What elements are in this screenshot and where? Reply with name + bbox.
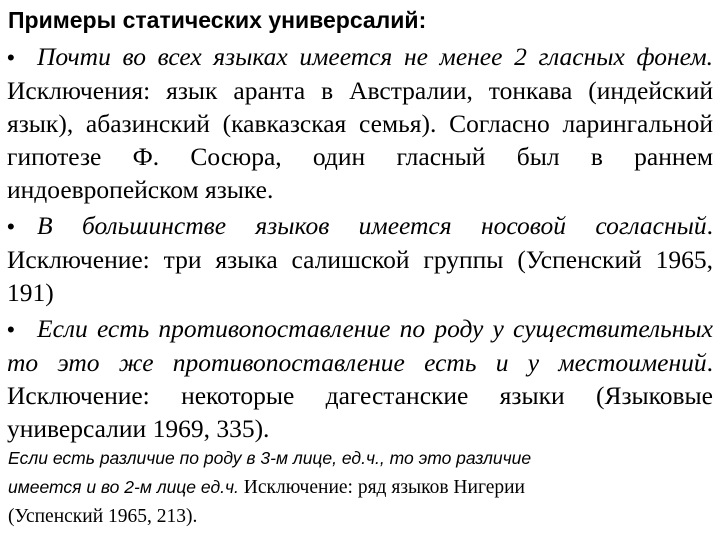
universal-item-2 — [7, 209, 713, 309]
bullet-icon: • — [7, 214, 15, 239]
bullet-icon: • — [7, 45, 15, 70]
universal-item-3 — [7, 312, 713, 445]
additional-universal-line-2 — [8, 473, 708, 502]
additional-universal — [8, 444, 708, 531]
universal-exceptions: . Исключение: три языка салишской группы (Успенский 1965, 191) — [7, 211, 713, 307]
universal-item-1 — [7, 40, 713, 206]
universal-exceptions: Исключения: язык аранта в Австралии, тонкава (индейский язык), абазинский (кавказская семья). Согласно ларингальной гипотезе Ф. Сосюра, один гласный был в раннем индоевропейском языке. — [7, 76, 713, 204]
additional-universal-exception: Исключение: ряд языков Нигерии — [238, 477, 525, 498]
additional-universal-line-1: Если есть различие по роду в 3-м лице, ед.ч., то это различие — [8, 448, 532, 468]
slide-title: Примеры статических универсалий: — [8, 7, 427, 33]
universal-exceptions: . Исключение: некоторые дагестанские языки (Языковые универсалии 1969, 335). — [7, 348, 713, 443]
universal-statement: В большинстве языков имеется носовой согласный — [37, 211, 707, 240]
universal-statement: Если есть противопоставление по роду у существительных то это же противопоставление есть и у местоимений — [7, 314, 713, 377]
additional-universal-source: (Успенский 1965, 213). — [8, 506, 198, 527]
bullet-icon: • — [7, 317, 15, 342]
universal-statement: Почти во всех языках имеется не менее 2 гласных фонем. — [37, 42, 713, 71]
additional-universal-statement-end: имеется и во 2-м лице ед.ч. — [8, 477, 239, 497]
